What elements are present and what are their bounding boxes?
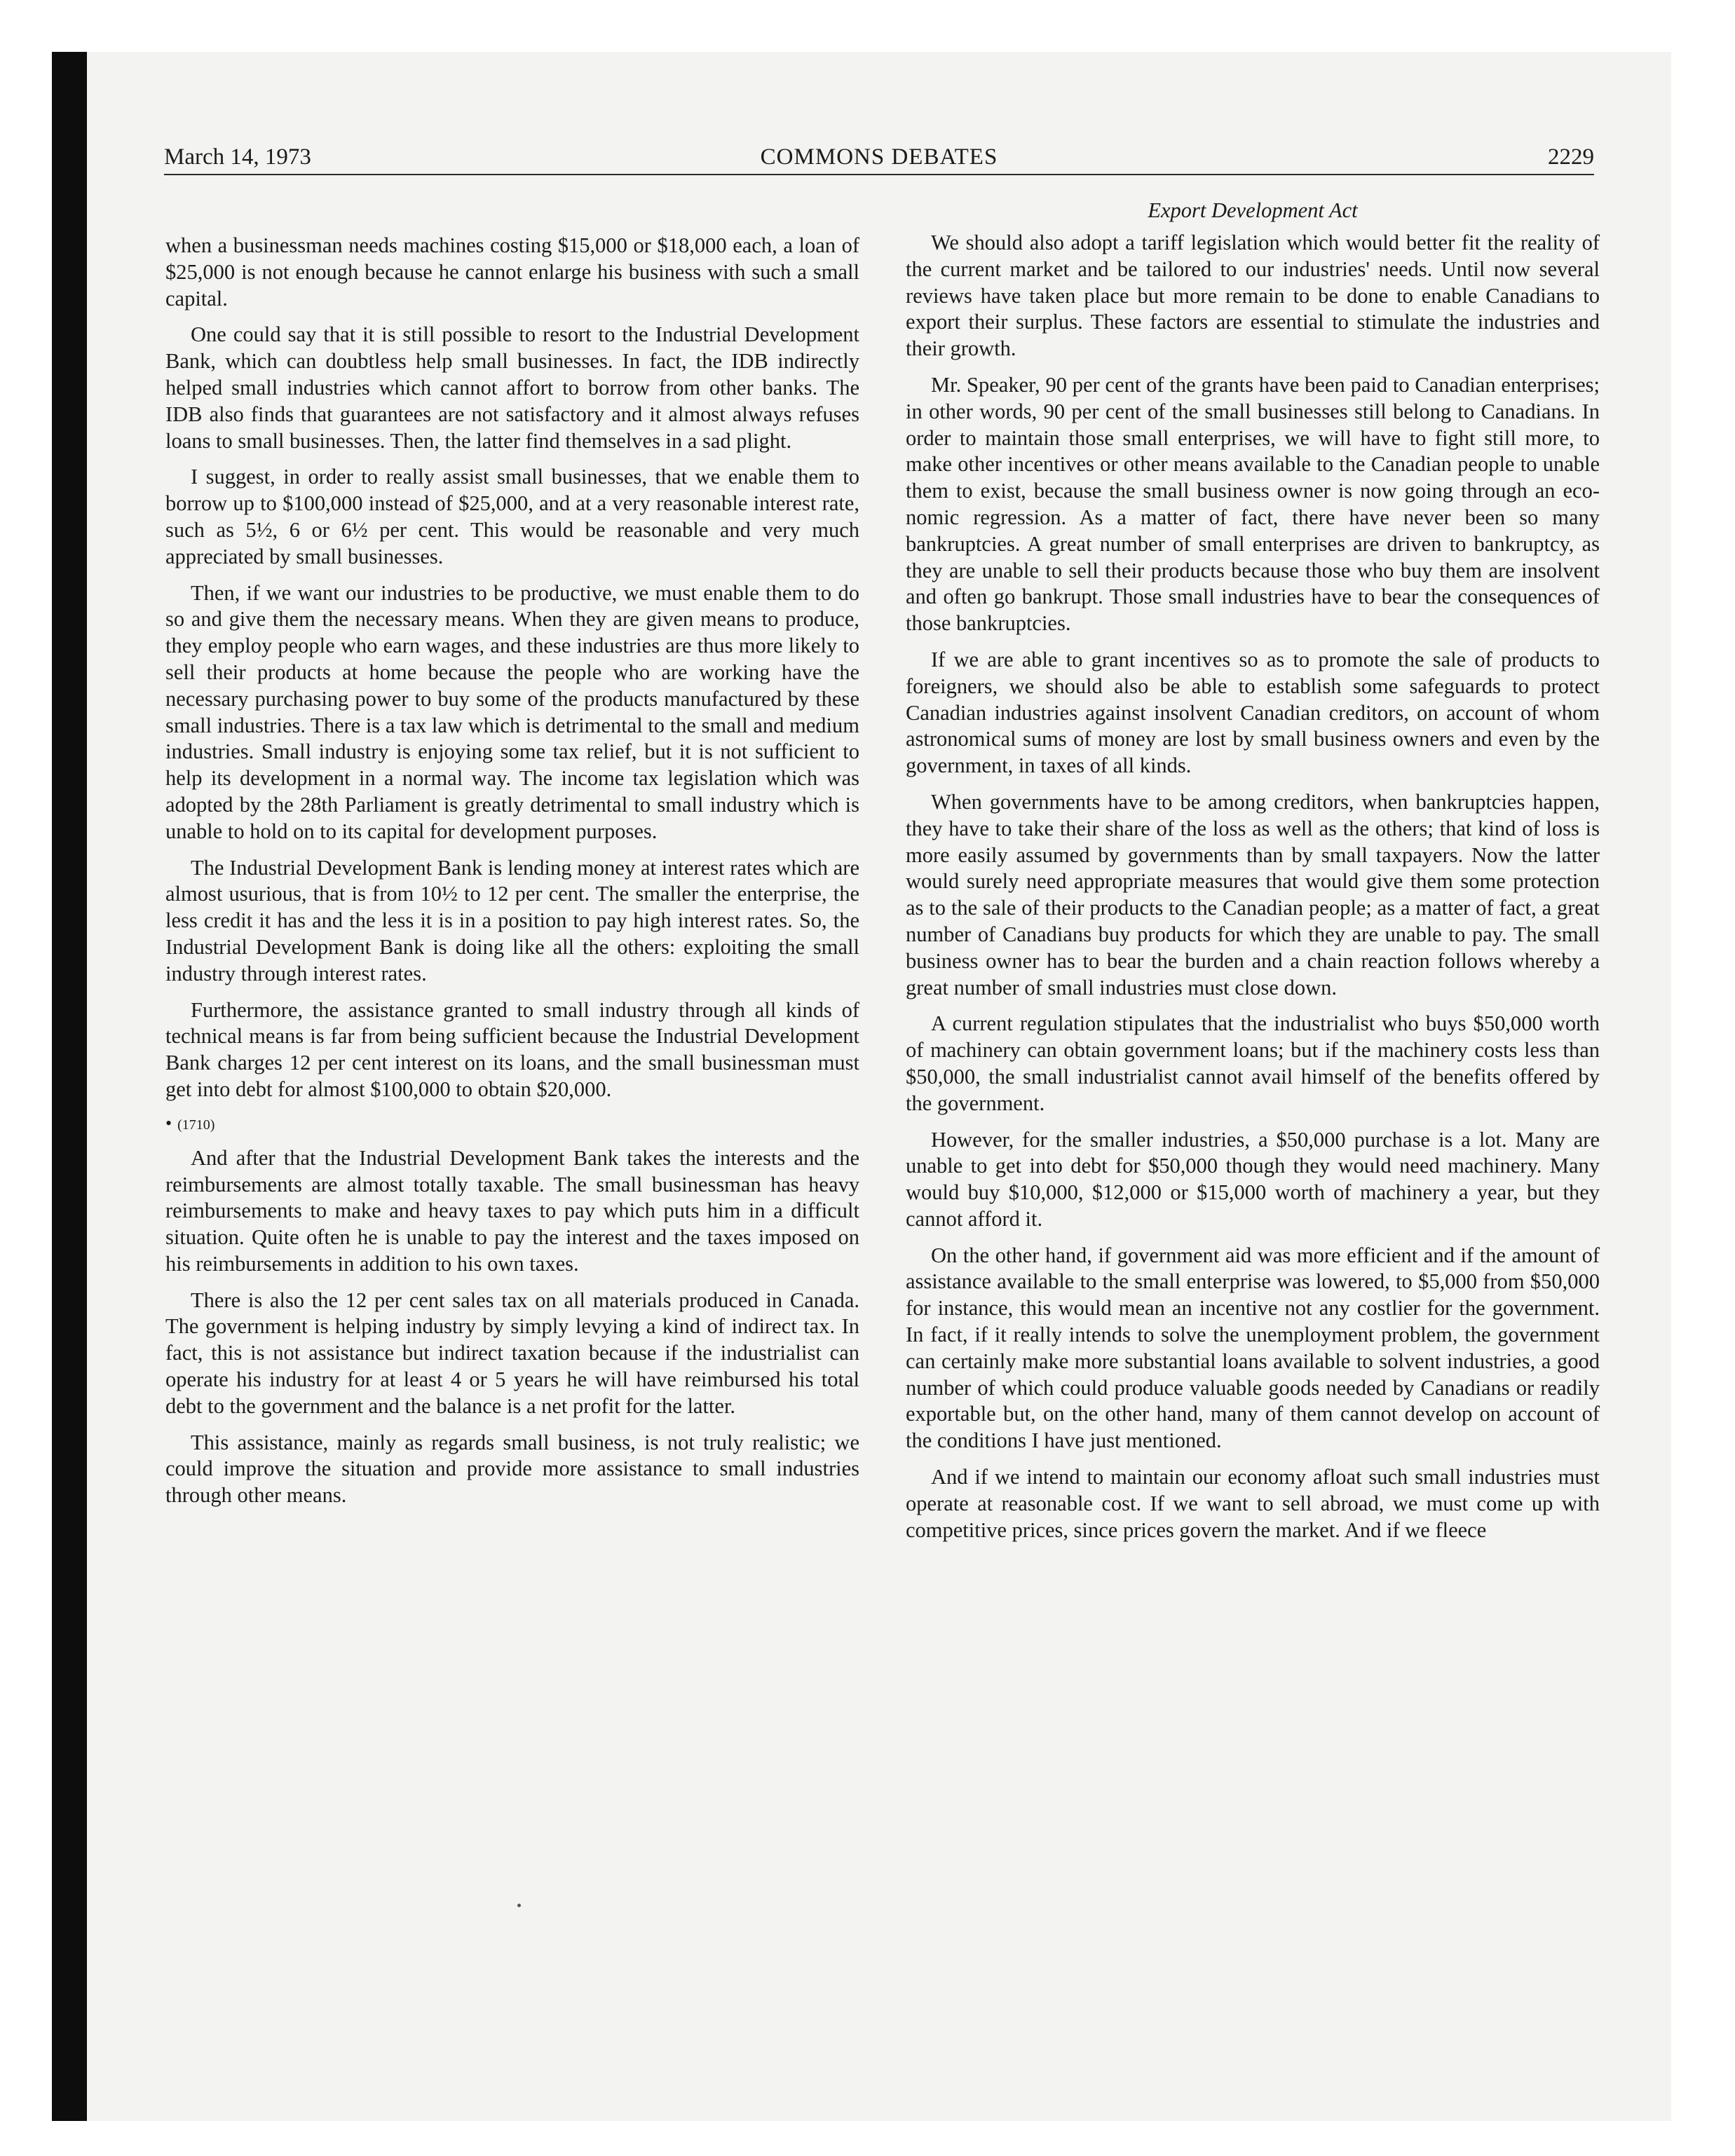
left-paragraph: The Industrial Development Bank is lending money at interest rates which are almost usurious, that is from 10½ to 12 per cent. The smaller the enterprise, the less credit it has and the less it is in a position to pay high interest rates. So, the Industrial Development Bank is doing like all the others: exploiting the small industry through interest rates.: [165, 855, 859, 985]
left-column: [165, 233, 859, 1519]
right-paragraph: A current regulation stipulates that the industrialist who buys $50,000 worth of machinery can obtain government loans; but if the machinery costs less than $50,000, the small industrialist cannot avail himself of the benefits offered by the government.: [906, 1011, 1600, 1115]
left-paragraph: This assistance, mainly as regards small business, is not truly realistic; we could improve the situation and provide more assistance to small industries through other means.: [165, 1430, 859, 1508]
left-paragraph: Then, if we want our industries to be productive, we must enable them to do so and give them the necessary means. When they are given means to produce, they employ people who earn wages, and these industries are thus more likely to sell their products at home because the people who are working have the necessary purchasing power to buy some of the products manufactured by these small industries. There is a tax law which is detrimental to the small and medium industries. Small industry is enjoying some tax relief, but it is not sufficient to help its development in a normal way. The income tax legislation which was adopted by the 28th Parliament is greatly detrimental to small industry which is unable to hold on to its capital for development purposes.: [165, 580, 859, 843]
section-heading: Export Development Act: [1148, 198, 1358, 222]
right-paragraph: On the other hand, if government aid was more efficient and if the amount of assistance available to the small enterprise was lowered, to $5,000 from $50,000 for instance, this would mean an incentive not any costlier for the government. In fact, if it really intends to solve the unemployment problem, the government can certainly make more substantial loans available to solvent industries, a good number of which could produce valuable goods needed by Canadians or readily exportable but, on the other hand, many of them cannot develop on account of the conditions I have just mentioned.: [906, 1243, 1600, 1453]
header-page-number: 2229: [1548, 144, 1594, 170]
right-paragraph: When governments have to be among creditors, when bankruptcies happen, they have to take their share of the loss as well as the others; that kind of loss is more easily assumed by governments than by small taxpayers. Now the latter would surely need appropriate measures that would give them some protection as to the sale of their products to the Canadian people; as a matter of fact, a great number of Canadians buy products for which they are unable to pay. The small business owner has to bear the burden and a chain reaction follows whereby a great number of small industries must close down.: [906, 789, 1600, 999]
right-paragraph: And if we intend to maintain our economy afloat such small industries must operate at reasonable cost. If we want to sell abroad, we must come up with competitive prices, since prices govern the market. And if we fleece: [906, 1465, 1600, 1542]
left-paragraph: I suggest, in order to really assist small businesses, that we enable them to borrow up to $100,000 instead of $25,000, and at a very reasonable interest rate, such as 5½, 6 or 6½ per cent. This would be reasonable and very much appreciated by small businesses.: [165, 465, 859, 568]
header-title: COMMONS DEBATES: [760, 144, 998, 170]
time-marker: [165, 1113, 859, 1135]
header-date: March 14, 1973: [164, 144, 311, 170]
left-paragraph: There is also the 12 per cent sales tax on all materials produced in Canada. The government is helping industry by simply levying a kind of indirect tax. In fact, this is not assistance but indirect taxation because if the industrialist can operate his industry for at least 4 or 5 years he will have reimbursed his total debt to the government and the balance is a net profit for the latter.: [165, 1288, 859, 1418]
left-paragraph: One could say that it is still possible to resort to the Industrial Development Bank, which can doubtless help small businesses. In fact, the IDB indirectly helped small industries which cannot affort to borrow from other banks. The IDB also finds that guarantees are not satisfactory and it almost always refuses loans to small businesses. Then, the latter find themselves in a sad plight.: [165, 322, 859, 453]
right-paragraph: We should also adopt a tariff legislation which would better fit the reality of the current market and be tailored to our industries' needs. Until now several reviews have taken place but more remain to be done to enable Canadians to export their surplus. These factors are essential to stimulate the industries and their growth.: [906, 231, 1600, 361]
running-header: [164, 140, 1594, 175]
scan-edge: [52, 52, 87, 2121]
left-paragraph: when a businessman needs machines costing $15,000 or $18,000 each, a loan of $25,000 is not enough because he cannot enlarge his business with such a small capital.: [165, 233, 859, 311]
left-paragraph: And after that the Industrial Development Bank takes the interests and the reimbursements are almost totally taxable. The small businessman has heavy reimbursements to make and heavy taxes to pay which puts him in a difficult situation. Quite often he is unable to pay the interest and the taxes imposed on his reimbursements in addition to his own taxes.: [165, 1145, 859, 1276]
right-paragraph: Mr. Speaker, 90 per cent of the grants have been paid to Canadian enterprises; in other words, 90 per cent of the small businesses still belong to Canadians. In order to maintain those small enterprises, we will have to fight still more, to make other incentives or other means available to the Canadian people to unable them to exist, because the small business owner is now going through an economic regression. As a matter of fact, there have never been so many bankruptcies. A great number of small enterprises are driven to bankruptcy, as they are unable to sell their products because those who buy them are insolvent and often go bankrupt. Those small industries have to bear the consequences of those bankruptcies.: [906, 372, 1600, 636]
right-column: [906, 198, 1600, 1553]
bullet-icon: •: [165, 1112, 172, 1133]
scan-speck: [517, 1904, 521, 1907]
right-paragraph: However, for the smaller industries, a $50,000 purchase is a lot. Many are unable to get into debt for $50,000 though they would need machinery. Many would buy $10,000, $12,000 or $15,000 worth of machinery a year, but they cannot afford it.: [906, 1127, 1600, 1231]
right-paragraph: If we are able to grant incentives so as to promote the sale of products to foreigners, we should also be able to establish some safeguards to protect Canadian industries against insolvent Canadian creditors, on account of whom astronomical sums of money are lost by small business owners and even by the government, in taxes of all kinds.: [906, 647, 1600, 778]
left-paragraph: Furthermore, the assistance granted to small industry through all kinds of technical means is far from being sufficient because the Industrial Development Bank charges 12 per cent interest on its loans, and the small businessman must get into debt for almost $100,000 to obtain $20,000.: [165, 997, 859, 1101]
time-marker-label: (1710): [177, 1117, 215, 1133]
